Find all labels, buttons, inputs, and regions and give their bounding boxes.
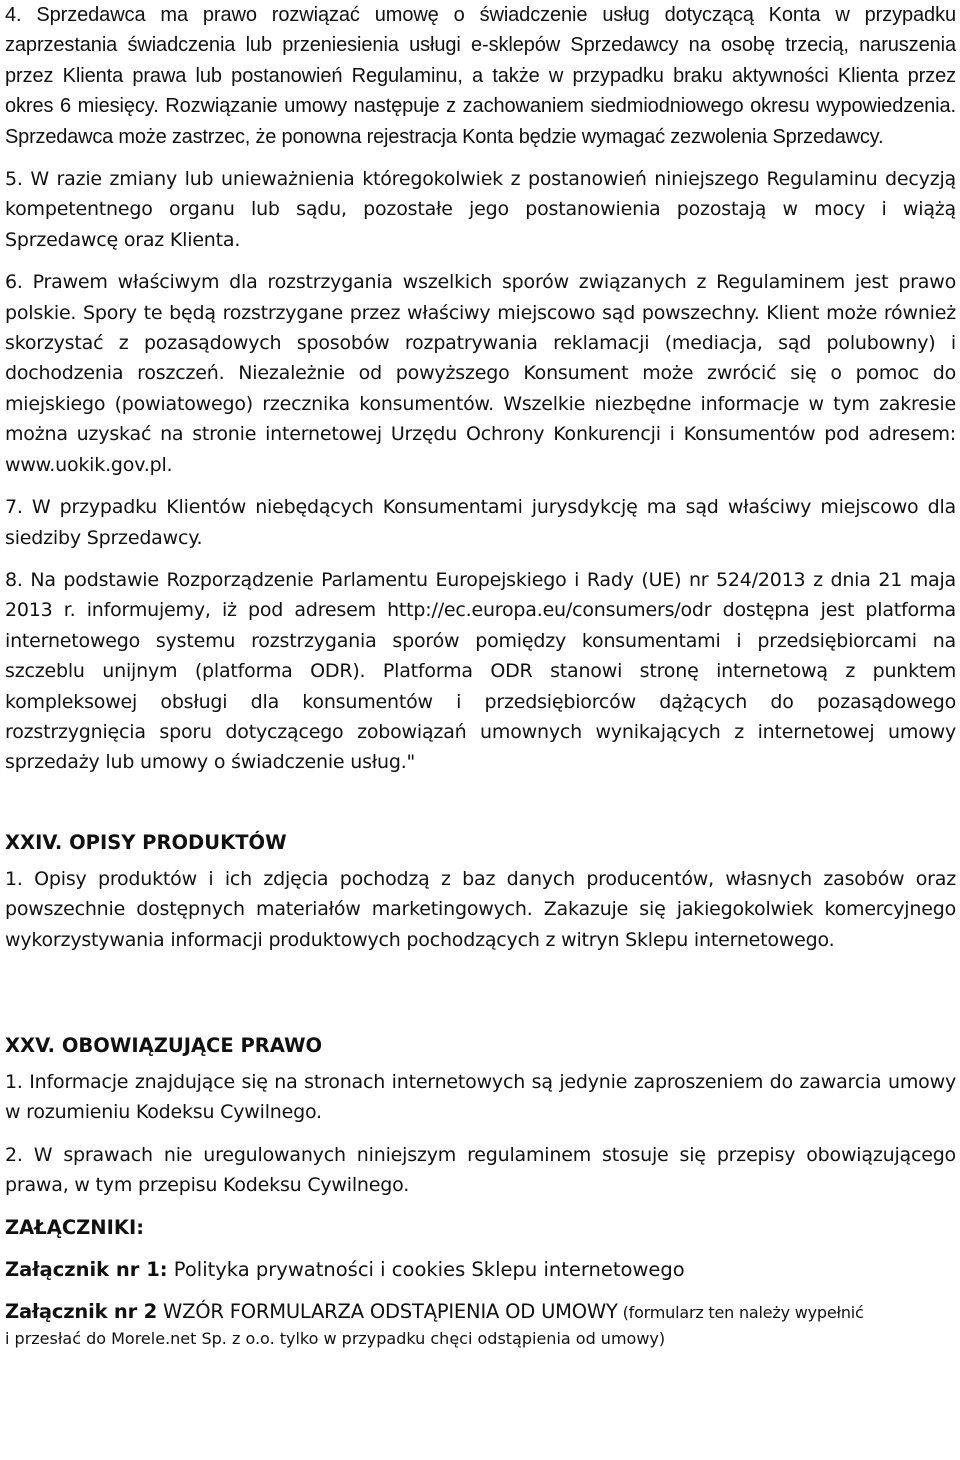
attachment-1-text: Polityka prywatności i cookies Sklepu internetowego bbox=[167, 1257, 685, 1281]
section-xxiv-point-1: 1. Opisy produktów i ich zdjęcia pochodzą z baz danych producentów, własnych zasobów oraz powszechnie dostępnych materiałów marketingowych. Zakazuje się jakiegokolwiek komercyjnego wykorzystywania informacji produktowych pochodzących z witryn Sklepu internetowego. bbox=[5, 867, 956, 951]
paragraph-6: 6. Prawem właściwym dla rozstrzygania wszelkich sporów związanych z Regulaminem jest prawo polskie. Spory te będą rozstrzygane przez właściwy miejscowo sąd powszechny. Klient może również skorzystać z pozasądowych sposobów rozpatrywania reklamacji (mediacja, sąd polubowny) i dochodzenia roszczeń. Niezależnie od powyższego Konsument może zwrócić się o pomoc do miejskiego (powiatowego) rzecznika konsumentów. Wszelkie niezbędne informacje w tym zakresie można uzyskać na stronie internetowej Urzędu Ochrony Konkurencji i Konsumentów pod adresem: www.uokik.gov.pl. bbox=[5, 271, 956, 476]
section-xxv-point-2: 2. W sprawach nie uregulowanych niniejszym regulaminem stosuje się przepisy obowiązującego prawa, w tym przepisu Kodeksu Cywilnego. bbox=[5, 1143, 956, 1197]
attachment-1 bbox=[5, 1255, 956, 1285]
attachment-2-note-b: i przesłać do Morele.net Sp. z o.o. tylko w przypadku chęci odstąpienia od umowy) bbox=[5, 1328, 666, 1348]
section-heading-xxv: XXV. OBOWIĄZUJĄCE PRAWO bbox=[5, 1033, 323, 1057]
paragraph-8: 8. Na podstawie Rozporządzenie Parlamentu Europejskiego i Rady (UE) nr 524/2013 z dnia 21 maja 2013 r. informujemy, iż pod adresem http://ec.europa.eu/consumers/odr dostępna jest platforma internetowego systemu rozstrzygania sporów pomiędzy konsumentami i przedsiębiorcami na szczeblu unijnym (platforma ODR). Platforma ODR stanowi stronę internetową z punktem kompleksowej obsługi dla konsumentów i przedsiębiorców dążących do pozasądowego rozstrzygnięcia sporu dotyczącego zobowiązań umownych wynikających z internetowej umowy sprzedaży lub umowy o świadczenie usług." bbox=[5, 568, 956, 774]
paragraph-5: 5. W razie zmiany lub unieważnienia któregokolwiek z postanowień niniejszego Regulaminu decyzją kompetentnego organu lub sądu, pozostałe jego postanowienia pozostają w mocy i wiążą Sprzedawcę oraz Klienta. bbox=[5, 168, 956, 251]
attachment-2 bbox=[5, 1297, 956, 1328]
paragraph-4-part-a: 4. Sprzedawca ma prawo rozwiązać umowę o świadczenie usług dotyczącą Konta w przypadku zaprzestania świadczenia lub przeniesienia usługi e-sklepów Sprzedawcy na osobę trzecią, naruszenia przez Klienta prawa lub postanowień Regulaminu, a także w przypadku braku aktywności Klienta przez okres 6 miesięcy. Rozwiązanie umowy następuje z zachowaniem siedmiodniowego okresu wypowiedzenia. bbox=[5, 4, 956, 118]
paragraph-7: 7. W przypadku Klientów niebędących Konsumentami jurysdykcję ma sąd właściwy miejscowo dla siedziby Sprzedawcy. bbox=[5, 496, 956, 549]
paragraph-4 bbox=[5, 0, 956, 152]
attachment-2-note-a: (formularz ten należy wypełnić bbox=[617, 1302, 864, 1322]
section-xxv-point-1: 1. Informacje znajdujące się na stronach internetowych są jedynie zaproszeniem do zawarcia umowy w rozumieniu Kodeksu Cywilnego. bbox=[5, 1070, 956, 1124]
paragraph-4-part-b: Sprzedawca może zastrzec, że ponowna rejestracja Konta będzie wymagać zezwolenia Sprzedawcy. bbox=[5, 125, 884, 148]
attachment-1-label: Załącznik nr 1: bbox=[5, 1257, 168, 1281]
attachments-heading: ZAŁĄCZNIKI: bbox=[5, 1215, 145, 1239]
attachment-2-label: Załącznik nr 2 bbox=[5, 1299, 157, 1323]
section-heading-xxiv: XXIV. OPISY PRODUKTÓW bbox=[5, 830, 287, 854]
attachment-2-text: WZÓR FORMULARZA ODSTĄPIENIA OD UMOWY bbox=[156, 1299, 618, 1323]
